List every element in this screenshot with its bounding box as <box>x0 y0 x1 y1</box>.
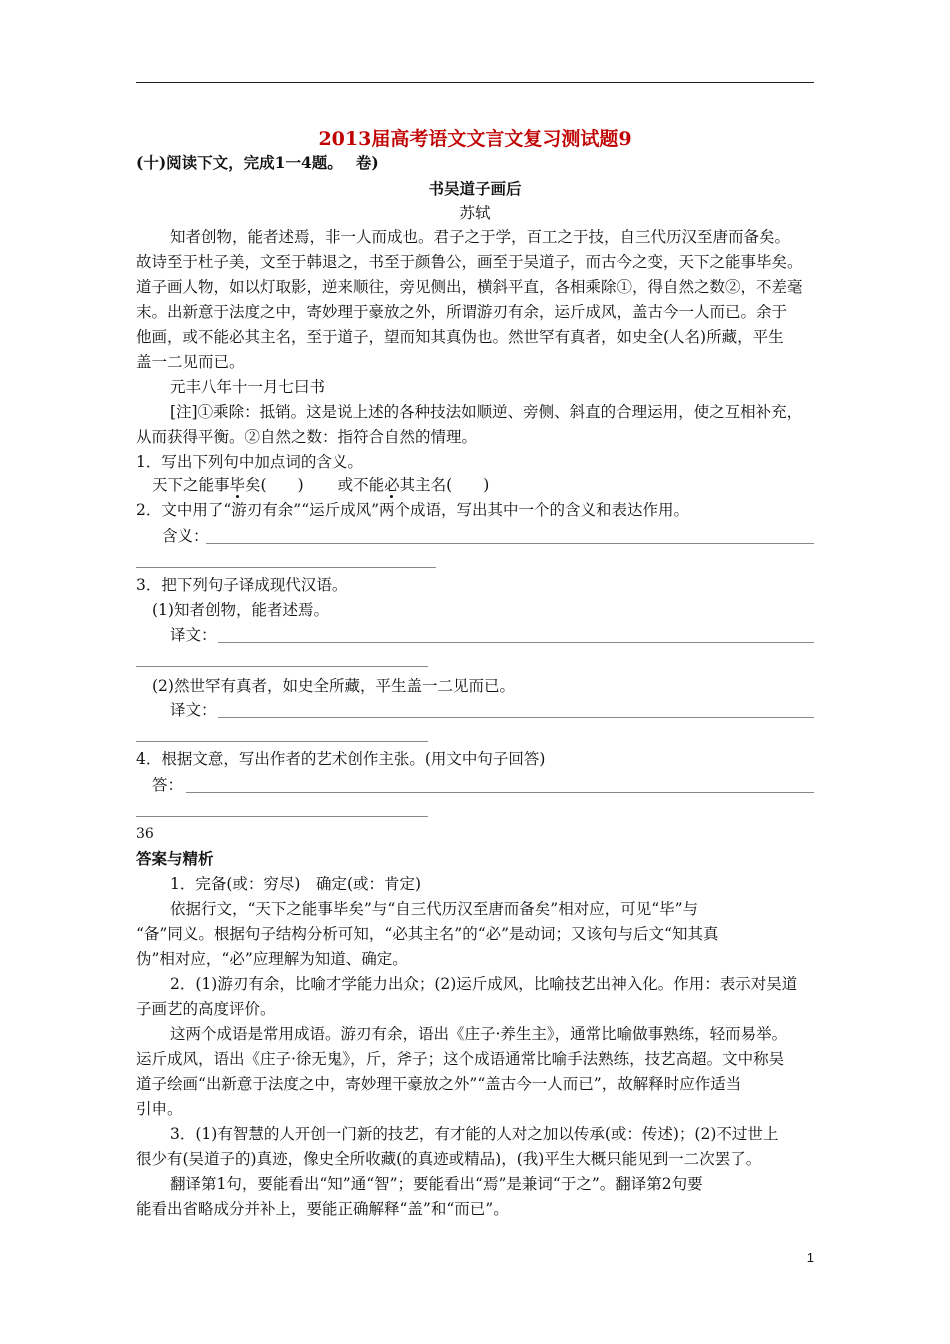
essay-title: 书吴道子画后 <box>428 179 522 198</box>
answer-line-text: 很少有(吴道子的)真迹，像史全所收藏(的真迹或精品)，(我)平生大概只能见到一二次罢了。 <box>136 1150 762 1168</box>
q1-a-post: 矣( ) <box>245 476 304 494</box>
passage-line: 道子画人物，如以灯取影，逆来顺往，旁见侧出，横斜平直，各相乘除①，得自然之数②，不差毫 <box>136 278 803 296</box>
question-3: 3．把下列句子译成现代汉语。 <box>136 576 348 594</box>
answer-line[interactable] <box>186 792 814 793</box>
question-1: 1．写出下列句中加点词的含义。 <box>136 453 363 471</box>
answer-line[interactable] <box>136 567 436 568</box>
answer-line[interactable] <box>206 543 814 544</box>
question-4: 4．根据文意，写出作者的艺术创作主张。(用文中句子回答) <box>136 750 546 768</box>
answer-heading: 答案与精析 <box>136 849 214 868</box>
passage-line: 知者创物，能者述焉，非一人而成也。君子之于学，百工之于技，自三代历汉至唐而备矣。 <box>170 228 791 246</box>
passage-line: 末。出新意于法度之中，寄妙理于豪放之外，所谓游刃有余，运斤成风，盖古今一人而已。余于 <box>136 303 788 321</box>
date-line: 元丰八年十一月七曰书 <box>170 378 326 396</box>
q3-1-label: 译文： <box>170 626 217 644</box>
answer-line-text: 伪”相对应，“必”应理解为知道、确定。 <box>136 950 408 968</box>
answer-line-text: 引申。 <box>136 1100 183 1118</box>
passage-line: 盖一二见而已。 <box>136 353 245 371</box>
question-3-1: (1)知者创物，能者述焉。 <box>152 601 329 619</box>
answer-line-text: 2．(1)游刃有余，比喻才学能力出众；(2)运斤成风，比喻技艺出神入化。作用：表示对吴道 <box>170 975 798 993</box>
author: 苏轼 <box>459 204 491 222</box>
answer-line[interactable] <box>136 741 428 742</box>
page-number: 1 <box>806 1250 814 1265</box>
q1-a-pre: 天下之能事 <box>152 476 230 494</box>
number-36: 36 <box>136 826 154 842</box>
passage-line: 故诗至于杜子美，文至于韩退之，书至于颜鲁公，画至于吴道子，而古今之变，天下之能事毕矣。 <box>136 253 803 271</box>
question-3-2: (2)然世罕有真者，如史全所藏，平生盖一二见而已。 <box>152 677 515 695</box>
note-line: [注]①乘除：抵销。这是说上述的各种技法如顺逆、旁侧、斜直的合理运用，使之互相补充， <box>170 403 803 421</box>
passage-line: 他画，或不能必其主名，至于道子，望而知其真伪也。然世罕有真者，如史全(人名)所藏，平生 <box>136 328 784 346</box>
answer-line[interactable] <box>136 816 428 817</box>
answer-line[interactable] <box>218 717 814 718</box>
answer-line[interactable] <box>136 666 428 667</box>
answer-line-text: 翻译第1句，要能看出“知”通“智”；要能看出“焉”是兼词“于之”。翻译第2句要 <box>170 1175 703 1193</box>
answer-line-text: 道子绘画“出新意于法度之中，寄妙理干豪放之外”“盖古今一人而已”，故解释时应作适当 <box>136 1075 742 1093</box>
question-1-items <box>152 474 489 496</box>
instruction: (十)阅读下文，完成1一4题。 卷) <box>136 153 379 172</box>
answer-line-text: 能看出省略成分并补上，要能正确解释“盖”和“而已”。 <box>136 1200 509 1218</box>
q4-label: 答： <box>152 776 184 794</box>
note-line: 从而获得平衡。②自然之数：指符合自然的情理。 <box>136 428 478 446</box>
answer-line-text: 3．(1)有智慧的人开创一门新的技艺，有才能的人对之加以传承(或：传述)；(2)不过世上 <box>170 1125 779 1143</box>
page-title: 2013届高考语文文言文复习测试题9 <box>318 128 632 150</box>
dotted-word-bi: 毕 <box>229 476 246 494</box>
answer-line-text: 运斤成风，语出《庄子·徐无鬼》，斤，斧子；这个成语通常比喻手法熟练，技艺高超。文中称吴 <box>136 1050 785 1068</box>
answer-line-text: 子画艺的高度评价。 <box>136 1000 276 1018</box>
top-rule <box>136 82 814 83</box>
q2-label: 含义： <box>162 527 209 545</box>
answer-line-text: 依据行文，“天下之能事毕矣”与“自三代历汉至唐而备矣”相对应，可见“毕”与 <box>170 900 699 918</box>
q1-b-post: 其主名( ) <box>399 476 490 494</box>
dotted-word-bi-2: 必 <box>384 476 400 494</box>
q3-2-label: 译文： <box>170 701 217 719</box>
answer-line[interactable] <box>218 642 814 643</box>
q1-b-pre: 或不能 <box>337 476 385 494</box>
answer-line-text: 这两个成语是常用成语。游刃有余，语出《庄子·养生主》，通常比喻做事熟练，轻而易举。 <box>170 1025 788 1043</box>
question-2: 2．文中用了“游刃有余”“运斤成风”两个成语，写出其中一个的含义和表达作用。 <box>136 501 690 519</box>
answer-line-text: “备”同义。根据句子结构分析可知，“必其主名”的“必”是动词；又该句与后文“知其真 <box>136 925 719 943</box>
answer-line-text: 1．完备(或：穷尽) 确定(或：肯定) <box>170 875 422 893</box>
